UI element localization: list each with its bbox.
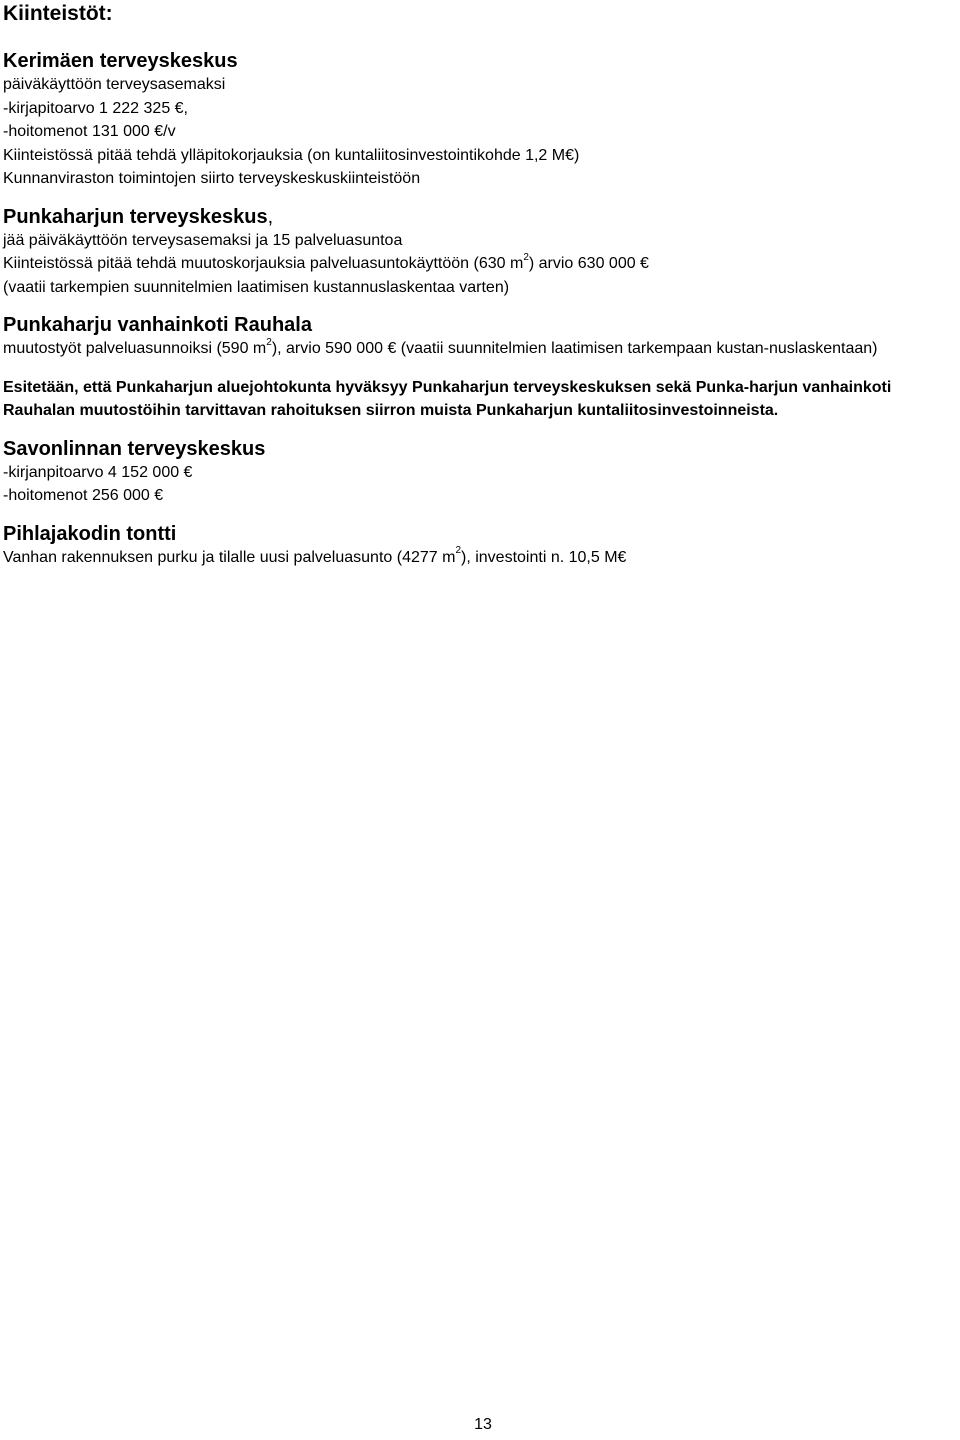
text-line: jää päiväkäyttöön terveysasemaksi ja 15 palveluasuntoa [3,231,403,249]
section-heading-punkaharju-tk [3,205,953,229]
page-number: 13 [474,1416,492,1433]
text-part: Vanhan rakennuksen purku ja tilalle uusi palveluasunto (4277 m [3,548,456,566]
text-line: -hoitomenot 131 000 €/v [3,123,176,140]
page-title: Kiinteistöt: [3,2,113,25]
text-part: ), investointi n. 10,5 M€ [461,548,627,566]
section-heading-rauhala: Punkaharju vanhainkoti Rauhala [3,314,312,336]
text-line: (vaatii tarkempien suunnitelmien laatimisen kustannuslaskentaa varten) [3,278,510,296]
section-proposal [3,376,953,423]
text-paragraph [3,337,953,361]
proposal-paragraph: Esitetään, että Punkaharjun aluejohtokunta hyväksyy Punkaharjun terveyskeskuksen sekä Punka-harjun vanhainkoti Rauhalan muutostöihin tarvittavan rahoituksen siirron muista Punkaharjun kuntaliitosinvestoinneista. [3,378,892,419]
section-savonlinna [3,437,953,508]
text-line: Kiinteistössä pitää tehdä ylläpitokorjauksia (on kuntaliitosinvestointikohde 1,2 M€) [3,146,580,164]
text-line: päiväkäyttöön terveysasemaksi [3,76,226,93]
section-heading-kerimaki: Kerimäen terveyskeskus [3,50,238,72]
text-part: ), arvio 590 000 € (vaatii suunnitelmien laatimisen tarkempaan kustan-nuslaskentaan) [271,340,878,357]
document-page [3,0,953,569]
text-line: -hoitomenot 256 000 € [3,487,164,504]
text-line: -kirjapitoarvo 1 222 325 €, [3,99,188,117]
text-part: muutostyöt palveluasunnoiksi (590 m [3,340,267,357]
text-line: Kunnanviraston toimintojen siirto terveyskeskuskiinteistöön [3,170,421,187]
section-heading-savonlinna: Savonlinnan terveyskeskus [3,437,266,460]
superscript: 2 [266,336,272,348]
superscript: 2 [455,545,461,557]
heading-text: Punkaharjun terveyskeskus [3,205,268,228]
section-pihlajakoti [3,522,953,570]
heading-suffix: , [267,205,274,228]
text-line: -kirjanpitoarvo 4 152 000 € [3,463,193,481]
superscript: 2 [523,251,529,263]
section-punkaharju-tk [3,205,953,300]
text-part: Kiinteistössä pitää tehdä muutoskorjauksia palveluasuntokäyttöön (630 m [3,255,524,272]
section-kerimaki [3,49,953,191]
section-rauhala [3,313,953,361]
text-line [3,252,953,276]
section-heading-pihlajakoti: Pihlajakodin tontti [3,522,177,545]
text-line [3,546,953,570]
text-part: ) arvio 630 000 € [528,255,649,272]
